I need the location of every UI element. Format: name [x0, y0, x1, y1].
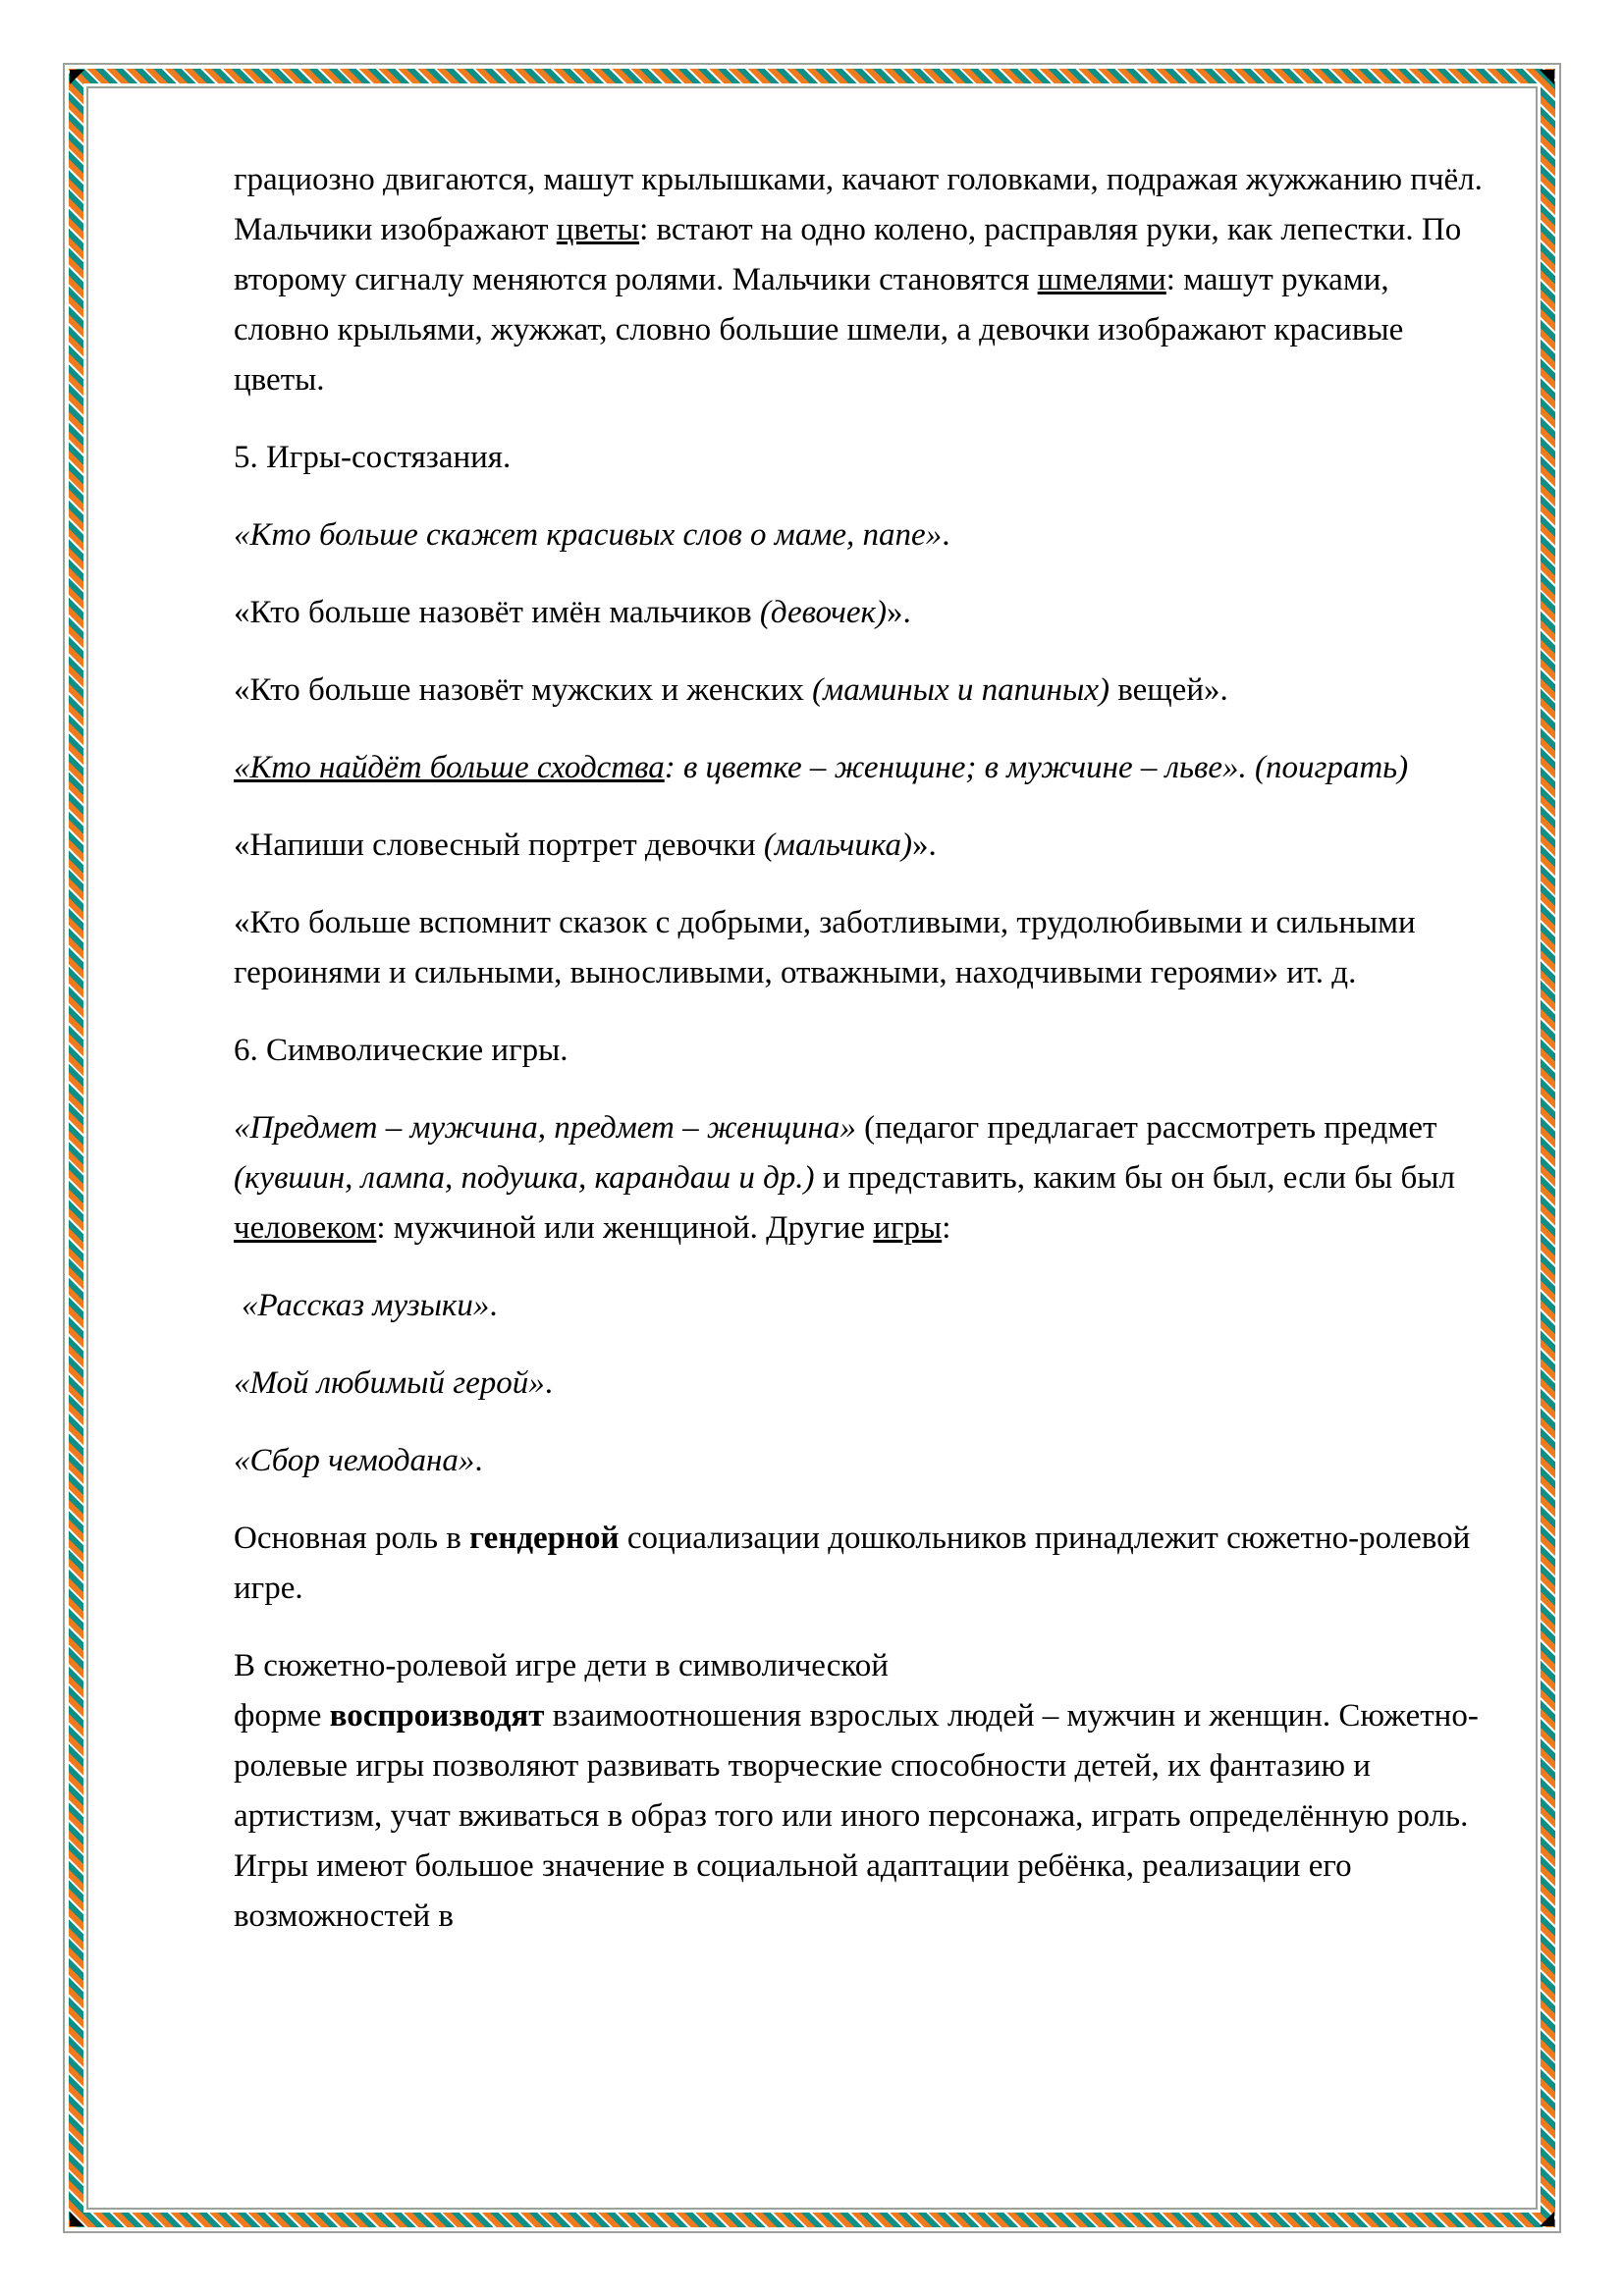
bold-word-gender: гендерной — [469, 1521, 620, 1556]
underlined-word-bumblebees: шмелями — [1037, 262, 1166, 297]
game-remember-tales: «Кто больше вспомнит сказок с добрыми, заботливыми, трудолюбивыми и сильными героинями и сильными, выносливыми, отважными, находчивыми героями» ит. д. — [234, 905, 1416, 990]
text-run: . — [474, 1443, 483, 1478]
game-beautiful-words — [234, 510, 1490, 561]
game-music-story — [234, 1281, 1490, 1331]
section-heading-symbolic-games: 6. Символические игры. — [234, 1033, 568, 1068]
text-run: «Напиши словесный портрет девочки — [234, 828, 764, 863]
game-verbal-portrait — [234, 821, 1490, 871]
frame-corner-bottom-left — [70, 2212, 84, 2226]
italic-note: (кувшин, лампа, подушка, карандаш и др.) — [234, 1160, 815, 1196]
game-packing-suitcase — [234, 1436, 1490, 1486]
game-title: «Предмет – мужчина, предмет – женщина» — [234, 1110, 856, 1146]
game-boys-names — [234, 588, 1490, 638]
text-run: . — [544, 1365, 554, 1401]
italic-note: (маминых и папиных) — [812, 672, 1110, 708]
text-run: : машут руками, словно крыльями, жужжат, словно большие шмели, а девочки изображают красивые цветы. — [234, 262, 1404, 398]
game-title: «Мой любимый герой» — [234, 1365, 545, 1401]
text-run: грациозно двигаются, машут крылышками, качают головками, подражая жужжанию пчёл. Мальчики изображают — [234, 162, 1483, 247]
text-run: взаимоотношения взрослых людей – мужчин и женщин. Сюжетно-ролевые игры позволяют развивать творческие способности детей, их фантазию и артистизм, учат вживаться в образ того или иного персонажа, играть определённую роль. Игры имеют большое значение в социальной адаптации ребёнка, реализации его возможностей в — [234, 1698, 1479, 1934]
text-run: ». — [886, 595, 911, 630]
text-run: . — [942, 517, 950, 553]
game-find-similarity — [234, 743, 1490, 793]
underlined-word-flowers: цветы — [556, 212, 640, 247]
frame-corner-bottom-right — [1540, 2212, 1554, 2226]
text-run: «Кто больше назовёт мужских и женских — [234, 672, 813, 708]
game-male-female-things — [234, 666, 1490, 716]
paragraph-object-man-woman — [234, 1103, 1490, 1254]
paragraph-bees-flowers — [234, 155, 1490, 405]
text-run: и представить, каким бы он был, если бы был — [814, 1160, 1455, 1196]
text-run: социализации дошкольников принадлежит сюжетно-ролевой игре. — [234, 1521, 1471, 1606]
paragraph-gender-socialization — [234, 1514, 1490, 1614]
text-run: : встают на одно колено, расправляя руки, как лепестки. По второму сигналу меняются ролями. Мальчики становятся — [234, 212, 1462, 297]
text-run: . — [489, 1288, 498, 1323]
text-run: : мужчиной или женщиной. Другие — [376, 1210, 874, 1246]
text-line: В сюжетно-ролевой игре дети в символической — [234, 1648, 889, 1683]
section-heading-competitions: 5. Игры-состязания. — [234, 440, 512, 475]
paragraph-role-play — [234, 1641, 1490, 1942]
italic-note: (девочек) — [759, 595, 887, 630]
text-run: : — [942, 1210, 951, 1246]
text-run: вещей». — [1109, 672, 1228, 708]
text-run: : в цветке – женщине; в мужчине – льве». (поиграть) — [664, 750, 1409, 785]
text-run: Основная роль в — [234, 1521, 470, 1556]
text-run: «Кто больше назовёт имён мальчиков — [234, 595, 760, 630]
bold-word-reproduce: воспроизводят — [329, 1698, 545, 1734]
game-title: «Сбор чемодана» — [234, 1443, 475, 1478]
game-favorite-hero — [234, 1359, 1490, 1409]
frame-corner-top-left — [70, 70, 84, 84]
game-title: «Кто больше скажет красивых слов о маме, папе» — [234, 517, 943, 553]
game-title: «Рассказ музыки» — [242, 1288, 490, 1323]
text-run: ». — [911, 828, 937, 863]
underlined-game-title: «Кто найдёт больше сходства — [234, 750, 665, 785]
document-body — [234, 155, 1490, 1969]
italic-note: (мальчика) — [763, 828, 912, 863]
text-run: форме — [234, 1698, 330, 1734]
underlined-word-person: человеком — [234, 1210, 377, 1246]
text-run: (педагог предлагает рассмотреть предмет — [855, 1110, 1437, 1146]
frame-corner-top-right — [1540, 70, 1554, 84]
underlined-word-games: игры — [873, 1210, 943, 1246]
